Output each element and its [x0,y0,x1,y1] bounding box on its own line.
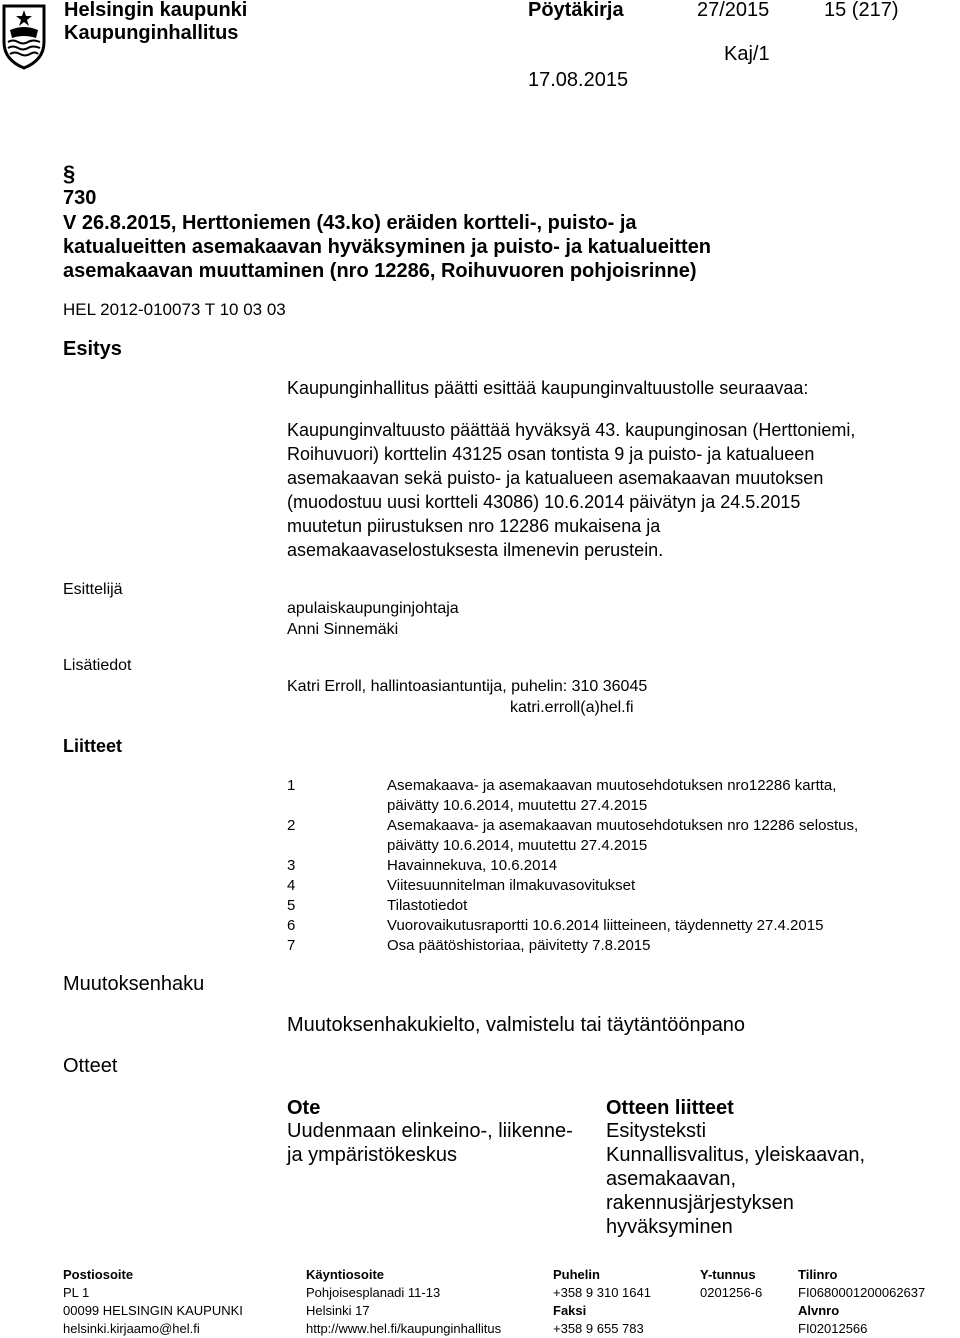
proposal-line: Roihuvuori) korttelin 43125 osan tontista 9 ja puisto- ja katualueen [287,444,815,464]
ote-line: ja ympäristökeskus [287,1144,458,1166]
diary-number: HEL 2012-010073 T 10 03 03 [63,300,286,319]
attachment-text: Tilastotiedot [387,897,468,914]
attachment-number: 2 [287,817,296,834]
section-title-line: V 26.8.2015, Herttoniemen (43.ko) eräiden kortteli-, puisto- ja [63,212,637,234]
ote-heading: Ote [287,1097,321,1119]
footer-label: Puhelin [553,1267,600,1282]
footer-puhelin [553,1266,651,1338]
footer-value: Helsinki 17 [306,1303,370,1318]
otteen-liite-line: asemakaavan, [606,1168,737,1190]
attachment-text: Viitesuunnitelman ilmakuvasovitukset [387,877,636,894]
section-number: 730 [63,187,97,209]
section-title-line: katualueitten asemakaavan hyväksyminen ja puisto- ja katualueitten [63,236,712,258]
attachment-number: 4 [287,877,296,894]
muutoksenhaku-heading: Muutoksenhaku [63,973,205,995]
footer-label: Tilinro [798,1267,838,1282]
attachment-line: päivätty 10.6.2014, muutettu 27.4.2015 [387,797,648,814]
footer-value: +358 9 310 1641 [553,1285,651,1300]
attachment-text: Vuorovaikutusraportti 10.6.2014 liitteineen, täydennetty 27.4.2015 [387,917,824,934]
esittelija-name: Anni Sinnemäki [287,621,399,638]
attachment-text: Osa päätöshistoriaa, päivitetty 7.8.2015 [387,937,651,954]
meeting-date: 17.08.2015 [528,69,629,91]
doc-type: Pöytäkirja [528,0,624,21]
footer-label: Postiosoite [63,1267,134,1282]
attachment-line: Asemakaava- ja asemakaavan muutosehdotuksen nro 12286 selostus, [387,817,859,834]
esitys-heading: Esitys [63,338,122,360]
footer-kayntiosoite [306,1266,501,1338]
section-title [63,211,711,283]
attachment-text: Havainnekuva, 10.6.2014 [387,857,558,874]
otteen-liite-line: Kunnallisvalitus, yleiskaavan, [606,1144,866,1166]
ote-recipient [287,1119,573,1167]
lisatiedot-label: Lisätiedot [63,657,132,674]
footer-value: Pohjoisesplanadi 11-13 [306,1285,441,1300]
footer-label: Faksi [553,1303,587,1318]
footer-label: Käyntiosoite [306,1267,385,1282]
contact-person: Katri Erroll, hallintoasiantuntija, puhelin: 310 36045 [287,678,648,695]
footer-value: PL 1 [63,1285,90,1300]
attachment-number: 3 [287,857,296,874]
proposal-line: asemakaavaselostuksesta ilmenevin perustein. [287,540,664,560]
proposal-line: muutetun piirustuksen nro 12286 mukaisena ja [287,516,661,536]
footer-url: http://www.hel.fi/kaupunginhallitus [306,1321,502,1336]
attachments-list [287,776,947,956]
doc-number: 27/2015 [697,0,770,21]
otteen-liite-line: Esitysteksti [606,1120,707,1142]
footer-label: Alvnro [798,1303,840,1318]
footer-value: +358 9 655 783 [553,1321,644,1336]
otteen-liitteet-list [606,1119,865,1239]
unit-name: Kaupunginhallitus [64,22,239,44]
attachment-number: 1 [287,777,296,794]
esitys-intro: Kaupunginhallitus päätti esittää kaupunginvaltuustolle seuraavaa: [287,378,809,398]
section-title-line: asemakaavan muuttaminen (nro 12286, Roihuvuoren pohjoisrinne) [63,260,697,282]
page-count: 15 (217) [824,0,899,21]
section-symbol: § [63,161,76,186]
footer-value: 00099 HELSINGIN KAUPUNKI [63,1303,243,1318]
footer-value: FI02012566 [798,1321,868,1336]
helsinki-crest-logo [2,2,46,70]
muutoksenhaku-text: Muutoksenhakukielto, valmistelu tai täytäntöönpano [287,1014,746,1036]
contact-email: katri.erroll(a)hel.fi [510,699,634,716]
org-name: Helsingin kaupunki [64,0,248,21]
liitteet-heading: Liitteet [63,736,123,756]
esittelija-title: apulaiskaupunginjohtaja [287,600,459,617]
footer-postiosoite [63,1266,243,1338]
footer-ytunnus [700,1266,762,1302]
attachment-text [387,816,858,856]
attachment-line: Asemakaava- ja asemakaavan muutosehdotuksen nro12286 kartta, [387,777,837,794]
otteen-liitteet-heading: Otteen liitteet [606,1097,734,1119]
footer-tilinro [798,1266,925,1338]
otteen-liite-line: rakennusjärjestyksen [606,1192,794,1214]
otteet-heading: Otteet [63,1055,118,1077]
attachment-number: 6 [287,917,296,934]
footer-value: 0201256-6 [700,1285,763,1300]
attachment-number: 5 [287,897,296,914]
proposal-line: (muodostuu uusi kortteli 43086) 10.6.2014 päivätyn ja 24.5.2015 [287,492,801,512]
ote-line: Uudenmaan elinkeino-, liikenne- [287,1120,573,1142]
case-code: Kaj/1 [724,43,770,65]
attachment-line: päivätty 10.6.2014, muutettu 27.4.2015 [387,837,648,854]
footer-email: helsinki.kirjaamo@hel.fi [63,1321,200,1336]
otteen-liite-line: hyväksyminen [606,1216,733,1238]
footer-label: Y-tunnus [700,1267,756,1282]
proposal-line: Kaupunginvaltuusto päättää hyväksyä 43. kaupunginosan (Herttoniemi, [287,420,856,440]
attachment-text [387,776,836,816]
proposal-line: asemakaavan sekä puisto- ja katualueen asemakaavan muutoksen [287,468,824,488]
attachment-number: 7 [287,937,296,954]
esitys-proposal [287,418,855,562]
esittelija-label: Esittelijä [63,581,123,598]
footer-value: FI0680001200062637 [798,1285,926,1300]
